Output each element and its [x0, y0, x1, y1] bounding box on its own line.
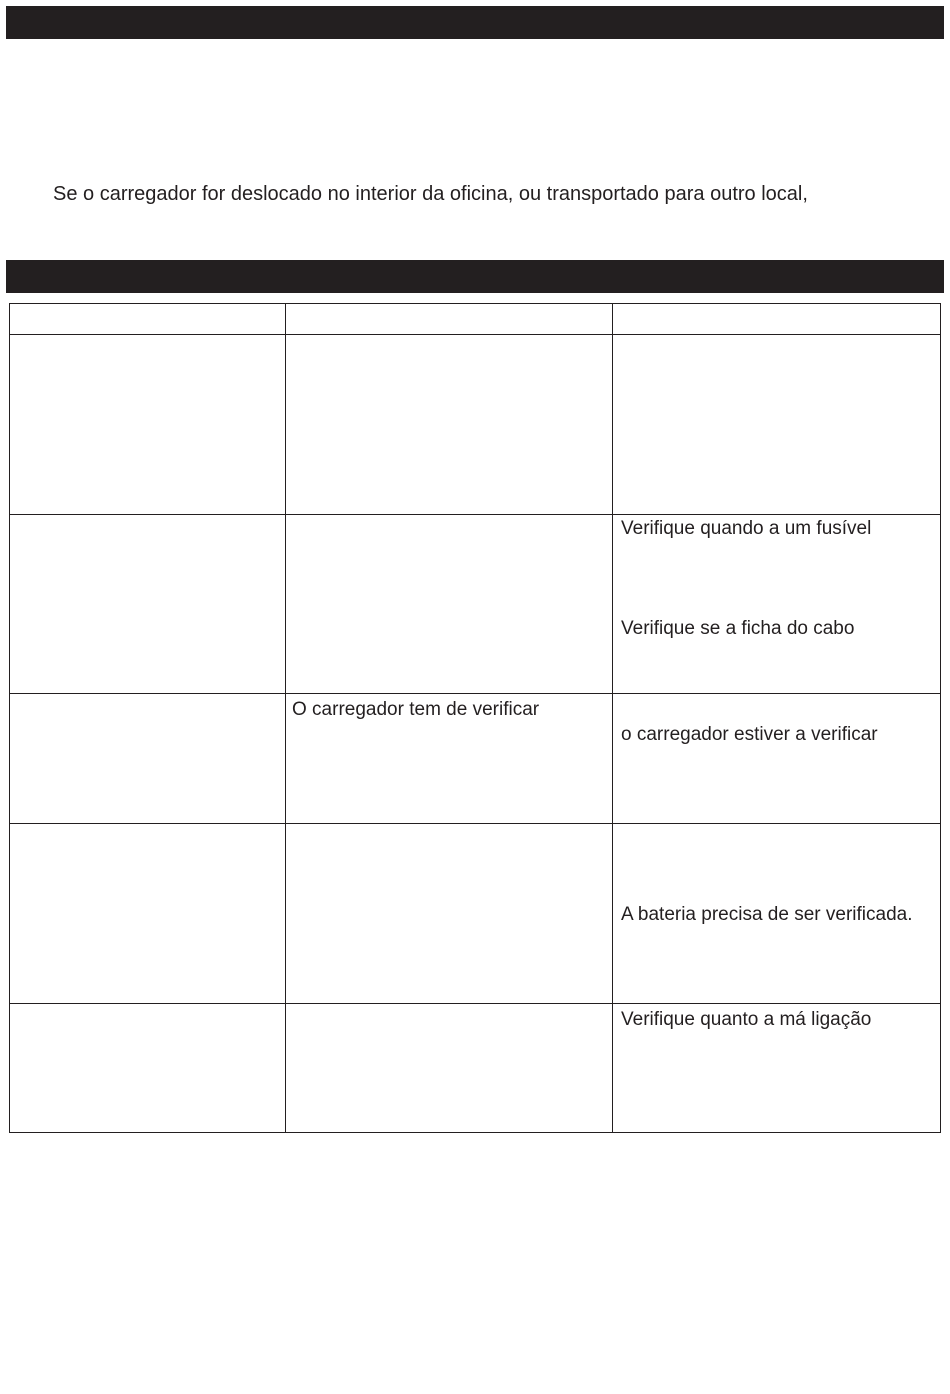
section-header-bar [6, 260, 944, 293]
row-divider [10, 823, 940, 824]
row-divider [10, 1003, 940, 1004]
row-divider [10, 514, 940, 515]
table-cell-text: Verifique quando a um fusível [621, 518, 872, 539]
column-divider [612, 304, 613, 1132]
row-divider [10, 334, 940, 335]
table-cell-text: Verifique quanto a má ligação [621, 1009, 872, 1030]
table-cell-text: A bateria precisa de ser verificada. [621, 904, 913, 925]
column-divider [285, 304, 286, 1132]
intro-text: Se o carregador for deslocado no interior da oficina, ou transportado para outro local, [53, 183, 808, 205]
header-bar-top [6, 6, 944, 39]
table-cell-text: Verifique se a ficha do cabo [621, 618, 855, 639]
table-cell-text: o carregador estiver a verificar [621, 724, 878, 745]
table-cell-text: O carregador tem de verificar [292, 699, 540, 720]
troubleshooting-table [9, 303, 941, 1133]
row-divider [10, 693, 940, 694]
